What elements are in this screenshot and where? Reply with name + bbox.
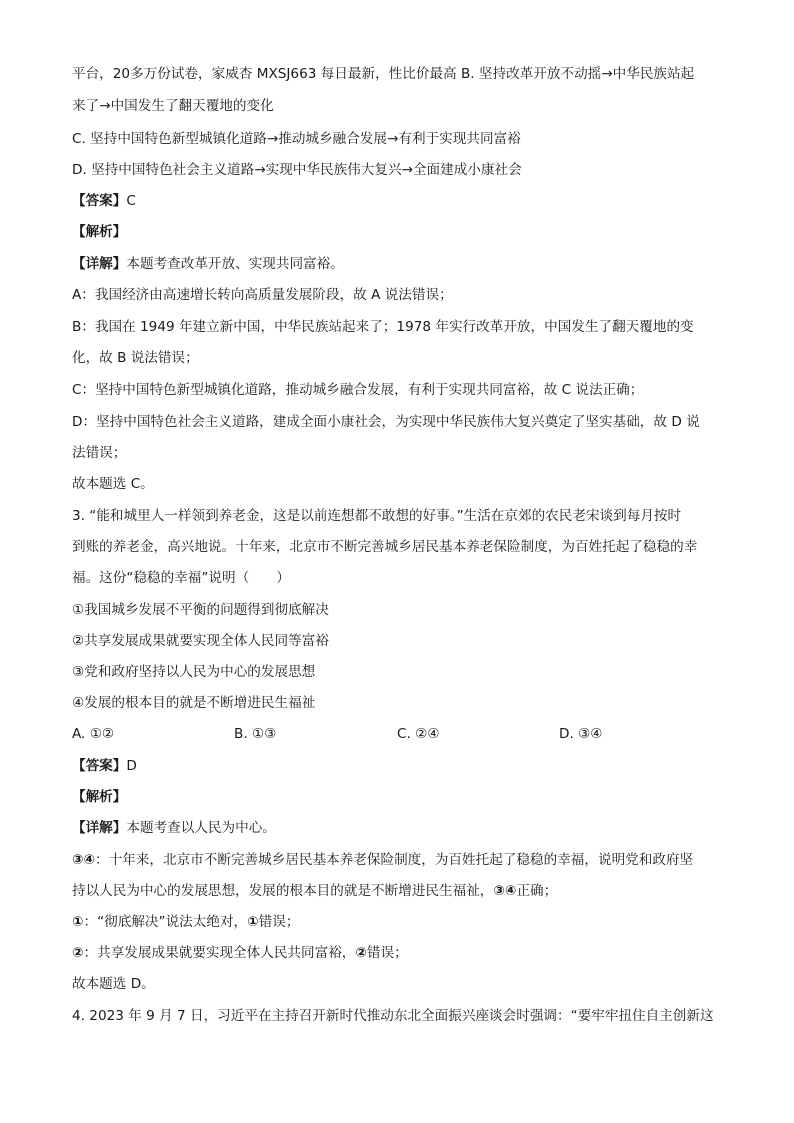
- text-line: 故本题选 D。: [72, 976, 155, 992]
- statement-marker: ②: [355, 945, 367, 961]
- question-4-stem: 4. 2023 年 9 月 7 日，习近平在主持召开新时代推动东北全面振兴座谈会时强调：“要牢牢扭住自主创新这: [72, 1008, 714, 1024]
- text-line: 来了→中国发生了翻天覆地的变化: [72, 98, 274, 114]
- option-d: D. ③④: [559, 726, 603, 742]
- detail-line: [72, 254, 722, 274]
- options-row: [72, 724, 722, 744]
- option-c-line: C. 坚持中国特色新型城镇化道路→推动城乡融合发展→有利于实现共同富裕: [72, 131, 521, 147]
- statement-1: ①我国城乡发展不平衡的问题得到彻底解决: [72, 602, 329, 618]
- text-line: C：坚持中国特色新型城镇化道路，推动城乡融合发展，有利于实现共同富裕，故 C 说法正确；: [72, 382, 644, 398]
- statement-3: ③党和政府坚持以人民为中心的发展思想: [72, 664, 316, 680]
- analysis-tag: 【解析】: [72, 224, 127, 240]
- text-segment: ：共享发展成果就要实现全体人民共同富裕，: [83, 945, 356, 961]
- text-segment: ：“彻底解决”说法太绝对，: [83, 914, 248, 930]
- question-3-stem: 3. “能和城里人一样领到养老金，这是以前连想都不敢想的好事。”生活在京郊的农民老宋谈到每月按时: [72, 508, 682, 524]
- text-line: A：我国经济由高速增长转向高质量发展阶段，故 A 说法错误；: [72, 287, 453, 303]
- analysis-tag: 【解析】: [72, 789, 127, 805]
- answer-line: [72, 756, 722, 776]
- answer-tag: 【答案】: [72, 193, 127, 209]
- text-segment: 错误；: [366, 945, 408, 961]
- detail-text: 本题考查以人民为中心。: [126, 820, 276, 836]
- statement-marker: ③④: [493, 883, 517, 899]
- statement-marker: ①: [247, 914, 259, 930]
- text-line: [72, 850, 722, 870]
- text-line: [72, 943, 722, 963]
- text-segment: 错误；: [258, 914, 300, 930]
- question-3-stem: 福。这份“稳稳的幸福”说明（ ）: [72, 570, 290, 586]
- text-line: 化，故 B 说法错误；: [72, 350, 199, 366]
- statement-marker: ③④: [72, 852, 96, 868]
- detail-tag: 【详解】: [72, 256, 127, 272]
- statement-4: ④发展的根本目的就是不断增进民生福祉: [72, 695, 316, 711]
- detail-tag: 【详解】: [72, 820, 127, 836]
- text-line: [72, 881, 722, 901]
- statement-marker: ②: [72, 945, 84, 961]
- text-segment: ：十年来，北京市不断完善城乡居民基本养老保险制度，为百姓托起了稳稳的幸福，说明党和政府坚: [95, 852, 694, 868]
- statement-marker: ①: [72, 914, 84, 930]
- text-line: 法错误；: [72, 445, 127, 461]
- question-3-stem: 到账的养老金，高兴地说。十年来，北京市不断完善城乡居民基本养老保险制度，为百姓托起了稳稳的幸: [72, 539, 698, 555]
- detail-line: [72, 818, 722, 838]
- text-line: B：我国在 1949 年建立新中国，中华民族站起来了；1978 年实行改革开放，中国发生了翻天覆地的变: [72, 319, 694, 335]
- text-line: 故本题选 C。: [72, 476, 154, 492]
- option-a: A. ①②: [72, 726, 115, 742]
- option-d-line: D. 坚持中国特色社会主义道路→实现中华民族伟大复兴→全面建成小康社会: [72, 162, 522, 178]
- detail-text: 本题考查改革开放、实现共同富裕。: [126, 256, 344, 272]
- answer-tag: 【答案】: [72, 758, 127, 774]
- option-b: B. ①③: [234, 726, 277, 742]
- answer-value: C: [126, 193, 136, 209]
- answer-line: [72, 191, 722, 211]
- text-segment: 正确；: [516, 883, 558, 899]
- option-c: C. ②④: [397, 726, 440, 742]
- answer-value: D: [126, 758, 137, 774]
- statement-2: ②共享发展成果就要实现全体人民同等富裕: [72, 633, 329, 649]
- text-line: D：坚持中国特色社会主义道路，建成全面小康社会，为实现中华民族伟大复兴奠定了坚实基础，故 D 说: [72, 414, 700, 430]
- text-segment: 持以人民为中心的发展思想，发展的根本目的就是不断增进民生福祉，: [72, 883, 494, 899]
- text-line: 平台，20多万份试卷，家威杏 MXSJ663 每日最新，性比价最高 B. 坚持改革开放不动摇→中华民族站起: [72, 66, 695, 82]
- text-line: [72, 912, 722, 932]
